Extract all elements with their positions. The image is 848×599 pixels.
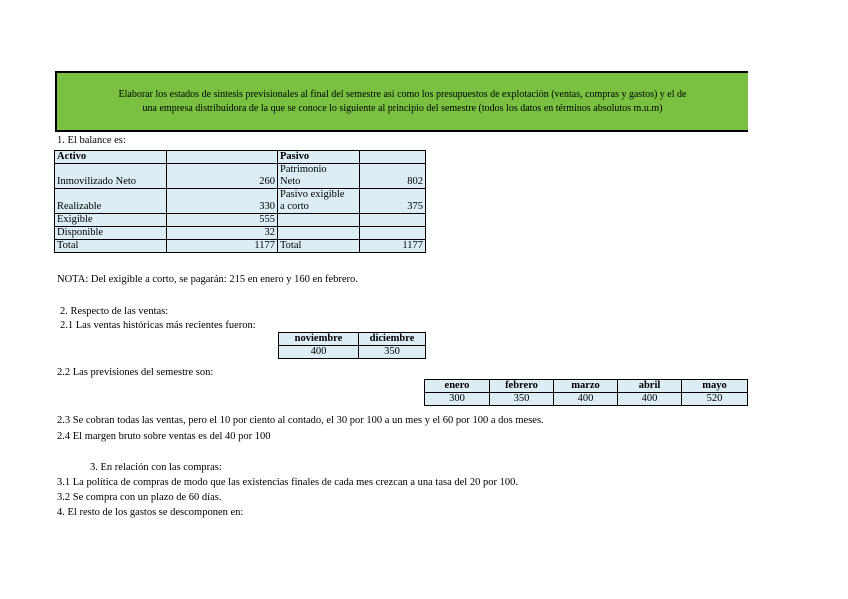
pasivo-total-label: Total (278, 240, 360, 253)
hist-value: 350 (359, 346, 426, 359)
prev-value: 400 (618, 393, 682, 406)
hist-month-row (279, 333, 426, 346)
pasivo-value (360, 214, 426, 227)
prev-month: abril (618, 380, 682, 393)
pasivo-label-line-2: Neto (280, 176, 301, 187)
pasivo-label (278, 214, 360, 227)
pasivo-label (278, 164, 360, 189)
banner-line-2: una empresa distribuidora de la que se conoce lo siguiente al principio del semestre (todos los datos en términos absolutos m.u.m) (142, 102, 663, 114)
activo-label: Realizable (55, 189, 167, 214)
activo-value: 32 (167, 227, 278, 240)
balance-total-row (55, 240, 426, 253)
prev-month: enero (425, 380, 490, 393)
pasivo-label-line-2: a corto (280, 201, 309, 212)
ventas-margen-text: 2.4 El margen bruto sobre ventas es del 40 por 100 (57, 431, 271, 442)
problem-statement-banner (55, 71, 748, 132)
hist-value-row (279, 346, 426, 359)
ventas-historicas-table (278, 332, 426, 359)
pasivo-label-line-1: Pasivo exigible (280, 189, 345, 200)
pasivo-value: 375 (360, 189, 426, 214)
compras-politica-text: 3.1 La política de compras de modo que las existencias finales de cada mes crezcan a una tasa del 20 por 100. (57, 477, 518, 488)
pasivo-total-value: 1177 (360, 240, 426, 253)
ventas-previsiones-text: 2.2 Las previsiones del semestre son: (57, 367, 214, 378)
balance-table (54, 150, 426, 253)
balance-header-row (55, 151, 426, 164)
balance-row (55, 164, 426, 189)
activo-total-label: Total (55, 240, 167, 253)
ventas-heading: 2. Respecto de las ventas: (60, 306, 169, 317)
pasivo-header: Pasivo (278, 151, 360, 164)
activo-value: 260 (167, 164, 278, 189)
prev-value: 350 (490, 393, 554, 406)
activo-value: 555 (167, 214, 278, 227)
activo-value: 330 (167, 189, 278, 214)
hist-month: noviembre (279, 333, 359, 346)
prev-value: 300 (425, 393, 490, 406)
balance-row (55, 227, 426, 240)
prev-value: 400 (554, 393, 618, 406)
activo-total-value: 1177 (167, 240, 278, 253)
hist-month: diciembre (359, 333, 426, 346)
balance-heading: 1. El balance es: (57, 135, 126, 146)
balance-row (55, 189, 426, 214)
pasivo-label (278, 227, 360, 240)
prev-value: 520 (682, 393, 748, 406)
activo-label: Inmovilizado Neto (55, 164, 167, 189)
activo-label: Exigible (55, 214, 167, 227)
pasivo-label (278, 189, 360, 214)
prev-month: marzo (554, 380, 618, 393)
gastos-heading: 4. El resto de los gastos se descomponen en: (57, 507, 244, 518)
pasivo-value: 802 (360, 164, 426, 189)
hist-value: 400 (279, 346, 359, 359)
prev-month-row (425, 380, 748, 393)
balance-note: NOTA: Del exigible a corto, se pagarán: 215 en enero y 160 en febrero. (57, 274, 358, 285)
pasivo-value (360, 227, 426, 240)
activo-header: Activo (55, 151, 167, 164)
prev-month: febrero (490, 380, 554, 393)
prev-value-row (425, 393, 748, 406)
activo-label: Disponible (55, 227, 167, 240)
prev-month: mayo (682, 380, 748, 393)
banner-line-1: Elaborar los estados de síntesis previsionales al final del semestre así como los presupuestos de explotación (ventas, compras y gastos) y el de (118, 88, 687, 100)
balance-row (55, 214, 426, 227)
ventas-cobros-text: 2.3 Se cobran todas las ventas, pero el 10 por ciento al contado, el 30 por 100 a un mes y el 60 por 100 a dos meses. (57, 415, 544, 426)
ventas-previsiones-table (424, 379, 748, 406)
pasivo-label-line-1: Patrimonio (280, 164, 327, 175)
compras-plazo-text: 3.2 Se compra con un plazo de 60 días. (57, 492, 222, 503)
ventas-historicas-text: 2.1 Las ventas históricas más recientes fueron: (60, 320, 256, 331)
compras-heading: 3. En relación con las compras: (90, 462, 222, 473)
